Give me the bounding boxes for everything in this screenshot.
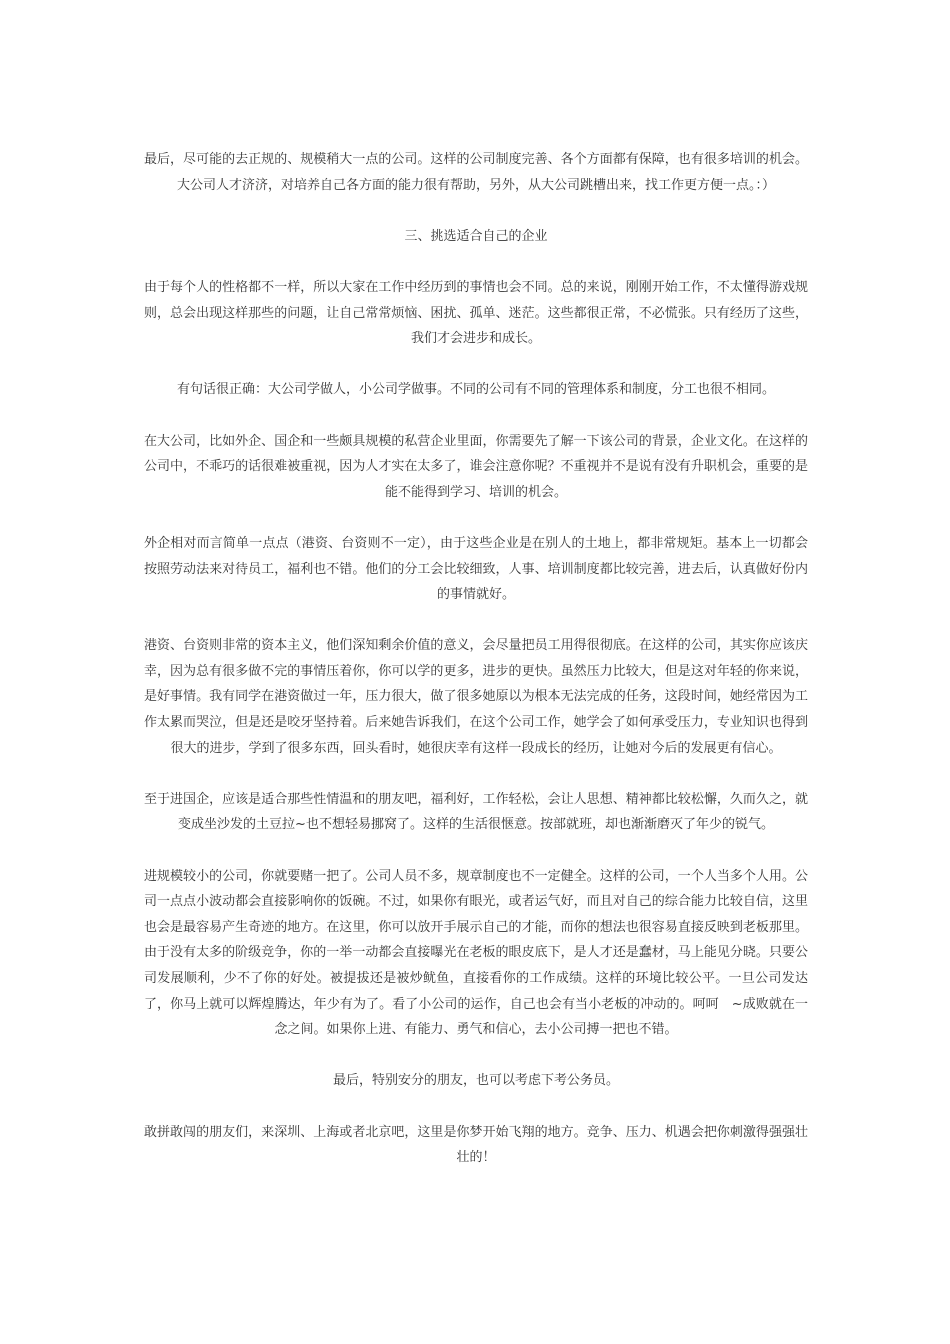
paragraph-foreign-company: 外企相对而言简单一点点（港资、台资则不一定），由于这些企业是在别人的土地上，都非常规矩。基本上一切都会按照劳动法来对待员工，福利也不错。他们的分工会比较细致，人事、培训制度都比较完善，进去后，认真做好份内的事情就好。 <box>144 535 808 603</box>
paragraph-hk-tw-company: 港资、台资则非常的资本主义，他们深知剩余价值的意义，会尽量把员工用得很彻底。在这样的公司，其实你应该庆幸，因为总有很多做不完的事情压着你，你可以学的更多，进步的更快。虽然压力比较大，但是这对年轻的你来说，是好事情。我有同学在港资做过一年，压力很大，做了很多她原以为根本无法完成的任务，这段时间，她经常因为工作太累而哭泣，但是还是咬牙坚持着。后来她告诉我们，在这个公司工作，她学会了如何承受压力，专业知识也得到很大的进步，学到了很多东西，回头看时，她很庆幸有这样一段成长的经历，让她对今后的发展更有信心。 <box>144 638 808 756</box>
section-heading: 三、挑选适合自己的企业 <box>404 228 548 244</box>
paragraph-small-company: 进规模较小的公司，你就要赌一把了。公司人员不多，规章制度也不一定健全。这样的公司，一个人当多个人用。公司一点点小波动都会直接影响你的饭碗。不过，如果你有眼光，或者运气好，而且对自己的综合能力比较自信，这里也会是最容易产生奇迹的地方。在这里，你可以放开手展示自己的才能，而你的想法也很容易直接反映到老板那里。由于没有太多的阶级竞争，你的一举一动都会直接曝光在老板的眼皮底下，是人才还是蠢材，马上能见分晓。只要公司发展顺利，少不了你的好处。被提拔还是被炒鱿鱼，直接看你的工作成绩。这样的环境比较公平。一旦公司发达了，你马上就可以辉煌腾达，年少有为了。看了小公司的运作，自己也会有当小老板的冲动的。呵呵 ~成败就在一念之间。如果你上进、有能力、勇气和信心，去小公司搏一把也不错。 <box>144 868 808 1038</box>
paragraph-big-cities: 敢拼敢闯的朋友们，来深圳、上海或者北京吧，这里是你梦开始飞翔的地方。竞争、压力、机遇会把你刺激得强强壮壮的！ <box>144 1124 808 1166</box>
paragraph-state-owned: 至于进国企，应该是适合那些性情温和的朋友吧，福利好，工作轻松，会让人思想、精神都比较松懈，久而久之，就变成坐沙发的土豆拉~也不想轻易挪窝了。这样的生活很惬意。按部就班，却也渐渐磨灭了年少的锐气。 <box>144 791 808 833</box>
paragraph-large-company: 最后，尽可能的去正规的、规模稍大一点的公司。这样的公司制度完善、各个方面都有保障，也有很多培训的机会。大公司人才济济，对培养自己各方面的能力很有帮助，另外，从大公司跳槽出来，找工作更方便一点。：） <box>144 152 808 193</box>
paragraph-civil-servant: 最后，特别安分的朋友，也可以考虑下考公务员。 <box>332 1073 619 1089</box>
document-body <box>144 147 808 1196</box>
paragraph-saying: 有句话很正确：大公司学做人，小公司学做事。不同的公司有不同的管理体系和制度，分工也很不相同。 <box>176 382 775 398</box>
paragraph-big-company: 在大公司，比如外企、国企和一些颇具规模的私营企业里面，你需要先了解一下该公司的背景，企业文化。在这样的公司中，不乖巧的话很难被重视，因为人才实在太多了，谁会注意你呢？不重视并不是说有没有升职机会，重要的是能不能得到学习、培训的机会。 <box>144 433 808 500</box>
paragraph-personality: 由于每个人的性格都不一样，所以大家在工作中经历到的事情也会不同。总的来说，刚刚开始工作，不太懂得游戏规则，总会出现这样那些的问题，让自己常常烦恼、困扰、孤单、迷茫。这些都很正常，不必慌张。只有经历了这些，我们才会进步和成长。 <box>144 279 808 347</box>
